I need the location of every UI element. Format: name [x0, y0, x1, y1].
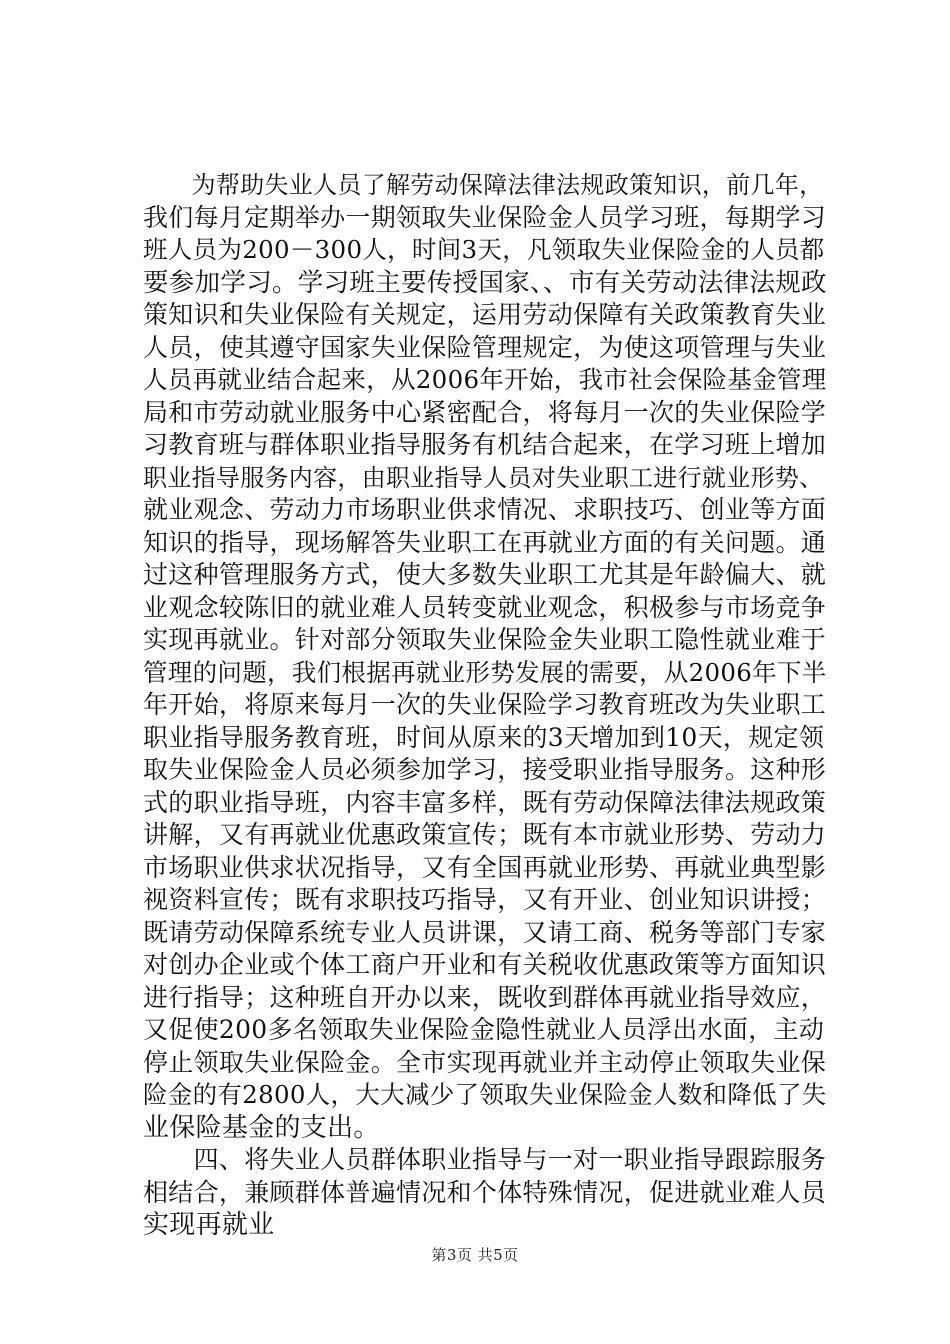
- text-line: 职业指导服务教育班，时间从原来的3天增加到10天，规定领: [143, 722, 825, 752]
- text-line: 实现再就业: [143, 1210, 275, 1240]
- text-line: 人员，使其遵守国家失业保险管理规定，为使这项管理与失业: [143, 332, 827, 362]
- text-line: 取失业保险金人员必须参加学习，接受职业指导服务。这种形: [143, 755, 827, 784]
- text-line: 讲解，又有再就业优惠政策宣传；既有本市就业形势、劳动力: [143, 820, 827, 849]
- text-line: 市场职业供求状况指导，又有全国再就业形势、再就业典型影: [143, 852, 827, 882]
- text-line: 管理的问题，我们根据再就业形势发展的需要，从2006年下半: [143, 657, 827, 687]
- text-line: 职业指导服务内容，由职业指导人员对失业职工进行就业形势、: [143, 463, 824, 492]
- text-line: 业观念较陈旧的就业难人员转变就业观念，积极参与市场竞争: [143, 592, 827, 622]
- text-line: 过这种管理服务方式，使大多数失业职工尤其是年龄偏大、就: [143, 560, 827, 589]
- text-line: 既请劳动保障系统专业人员讲课，又请工商、税务等部门专家: [143, 917, 827, 947]
- text-line: 视资料宣传；既有求职技巧指导，又有开业、创业知识讲授；: [143, 885, 827, 914]
- text-line: 策知识和失业保险有关规定，运用劳动保障有关政策教育失业: [143, 300, 827, 329]
- text-line: 停止领取失业保险金。全市实现再就业并主动停止领取失业保: [143, 1047, 827, 1077]
- text-line: 年开始，将原来每月一次的失业保险学习教育班改为失业职工: [143, 690, 827, 719]
- text-line: 局和市劳动就业服务中心紧密配合，将每月一次的失业保险学: [143, 397, 827, 427]
- text-line: 实现再就业。针对部分领取失业保险金失业职工隐性就业难于: [143, 625, 827, 654]
- text-line: 对创办企业或个体工商户开业和有关税收优惠政策等方面知识: [143, 950, 827, 979]
- text-line: 又促使200多名领取失业保险金隐性就业人员浮出水面，主动: [143, 1015, 825, 1044]
- text-line: 四、将失业人员群体职业指导与一对一职业指导跟踪服务: [143, 1145, 827, 1174]
- page-footer: 第3页 共5页: [431, 1246, 519, 1264]
- text-line: 知识的指导，现场解答失业职工在再就业方面的有关问题。通: [143, 527, 827, 557]
- text-line: 我们每月定期举办一期领取失业保险金人员学习班，每期学习: [143, 202, 827, 232]
- text-line: 险金的有2800人，大大减少了领取失业保险金人数和降低了失: [143, 1080, 827, 1109]
- text-line: 业保险基金的支出。: [143, 1112, 380, 1143]
- text-line: 相结合，兼顾群体普遍情况和个体特殊情况，促进就业难人员: [143, 1177, 827, 1207]
- text-line: 班人员为200－300人，时间3天，凡领取失业保险金的人员都: [143, 235, 825, 264]
- text-line: 为帮助失业人员了解劳动保障法律法规政策知识，前几年，: [143, 171, 824, 199]
- text-line: 进行指导；这种班自开办以来，既收到群体再就业指导效应，: [143, 982, 827, 1012]
- body-text: [143, 169, 827, 1242]
- text-line: 式的职业指导班，内容丰富多样，既有劳动保障法律法规政策: [143, 787, 827, 817]
- text-line: 习教育班与群体职业指导服务有机结合起来，在学习班上增加: [143, 430, 827, 459]
- text-line: 人员再就业结合起来，从2006年开始，我市社会保险基金管理: [143, 365, 827, 394]
- text-line: 要参加学习。学习班主要传授国家、、市有关劳动法律法规政: [143, 267, 827, 298]
- text-line: 就业观念、劳动力市场职业供求情况、求职技巧、创业等方面: [143, 495, 827, 524]
